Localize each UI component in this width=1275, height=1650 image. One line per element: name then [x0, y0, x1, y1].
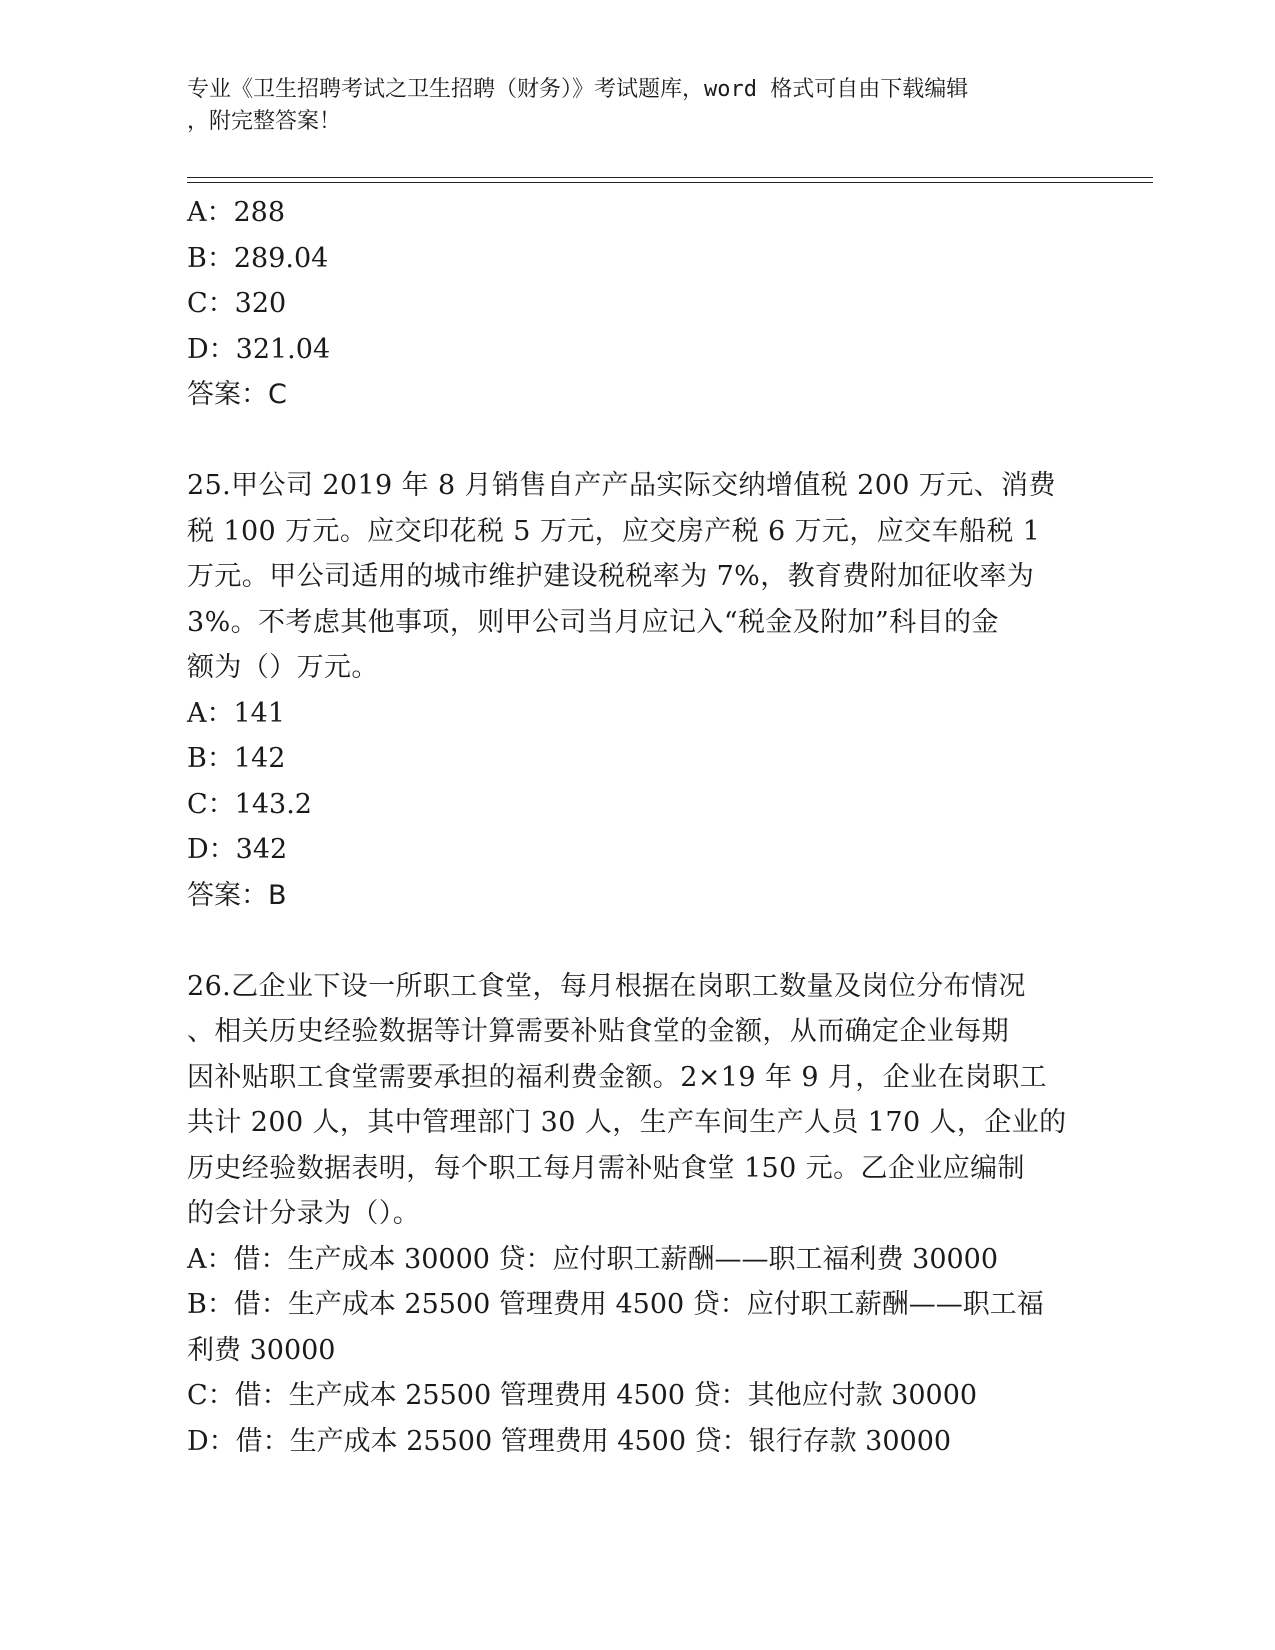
option-d: D：342	[187, 834, 288, 865]
option-b-continued: 利费 30000	[187, 1334, 336, 1366]
question-content	[187, 190, 1087, 1464]
header-line-1: 专业《卫生招聘考试之卫生招聘（财务）》考试题库，word 格式可自由下载编辑	[187, 77, 969, 102]
option-c: C：320	[187, 288, 287, 319]
stem-line: 万元。甲公司适用的城市维护建设税税率为 7%，教育费附加征收率为	[187, 561, 1035, 592]
stem-line: 税 100 万元。应交印花税 5 万元，应交房产税 6 万元，应交车船税 1	[187, 515, 1041, 547]
option-a: A：141	[187, 697, 286, 729]
question-26-stem	[187, 964, 1087, 1237]
stem-line: 历史经验数据表明，每个职工每月需补贴食堂 150 元。乙企业应编制	[187, 1152, 1025, 1184]
stem-line: 因补贴职工食堂需要承担的福利费金额。2×19 年 9 月，企业在岗职工	[187, 1061, 1048, 1093]
option-a: A：288	[187, 197, 286, 228]
option-d: D：借：生产成本 25500 管理费用 4500 贷：银行存款 30000	[187, 1425, 952, 1457]
stem-line: 25.甲公司 2019 年 8 月销售自产产品实际交纳增值税 200 万元、消费	[187, 470, 1056, 501]
question-26-options	[187, 1237, 1087, 1465]
stem-line: 、相关历史经验数据等计算需要补贴食堂的金额，从而确定企业每期	[187, 1016, 1009, 1047]
header-divider	[187, 177, 1153, 183]
question-25-answer: 答案：B	[187, 879, 287, 911]
question-24-options	[187, 190, 1087, 372]
option-b: B：289.04	[187, 242, 329, 274]
option-b: B：142	[187, 743, 286, 774]
option-a: A：借：生产成本 30000 贷：应付职工薪酬——职工福利费 30000	[187, 1243, 999, 1275]
document-header	[187, 74, 1067, 138]
spacer	[187, 918, 1087, 964]
header-line-2: ，附完整答案！	[187, 109, 342, 134]
stem-line: 26.乙企业下设一所职工食堂，每月根据在岗职工数量及岗位分布情况	[187, 970, 1026, 1002]
option-b: B：借：生产成本 25500 管理费用 4500 贷：应付职工薪酬——职工福	[187, 1289, 1044, 1320]
option-d: D：321.04	[187, 333, 331, 365]
option-c: C：143.2	[187, 788, 312, 820]
stem-line: 额为（）万元。	[187, 652, 379, 683]
question-24-answer: 答案：C	[187, 379, 287, 410]
question-25-options	[187, 691, 1087, 873]
stem-line: 共计 200 人，其中管理部门 30 人，生产车间生产人员 170 人，企业的	[187, 1107, 1067, 1138]
question-25-stem	[187, 463, 1087, 691]
option-c: C：借：生产成本 25500 管理费用 4500 贷：其他应付款 30000	[187, 1380, 978, 1411]
stem-line: 的会计分录为（）。	[187, 1198, 421, 1229]
spacer	[187, 418, 1087, 464]
stem-line: 3%。不考虑其他事项，则甲公司当月应记入“税金及附加”科目的金	[187, 606, 999, 638]
